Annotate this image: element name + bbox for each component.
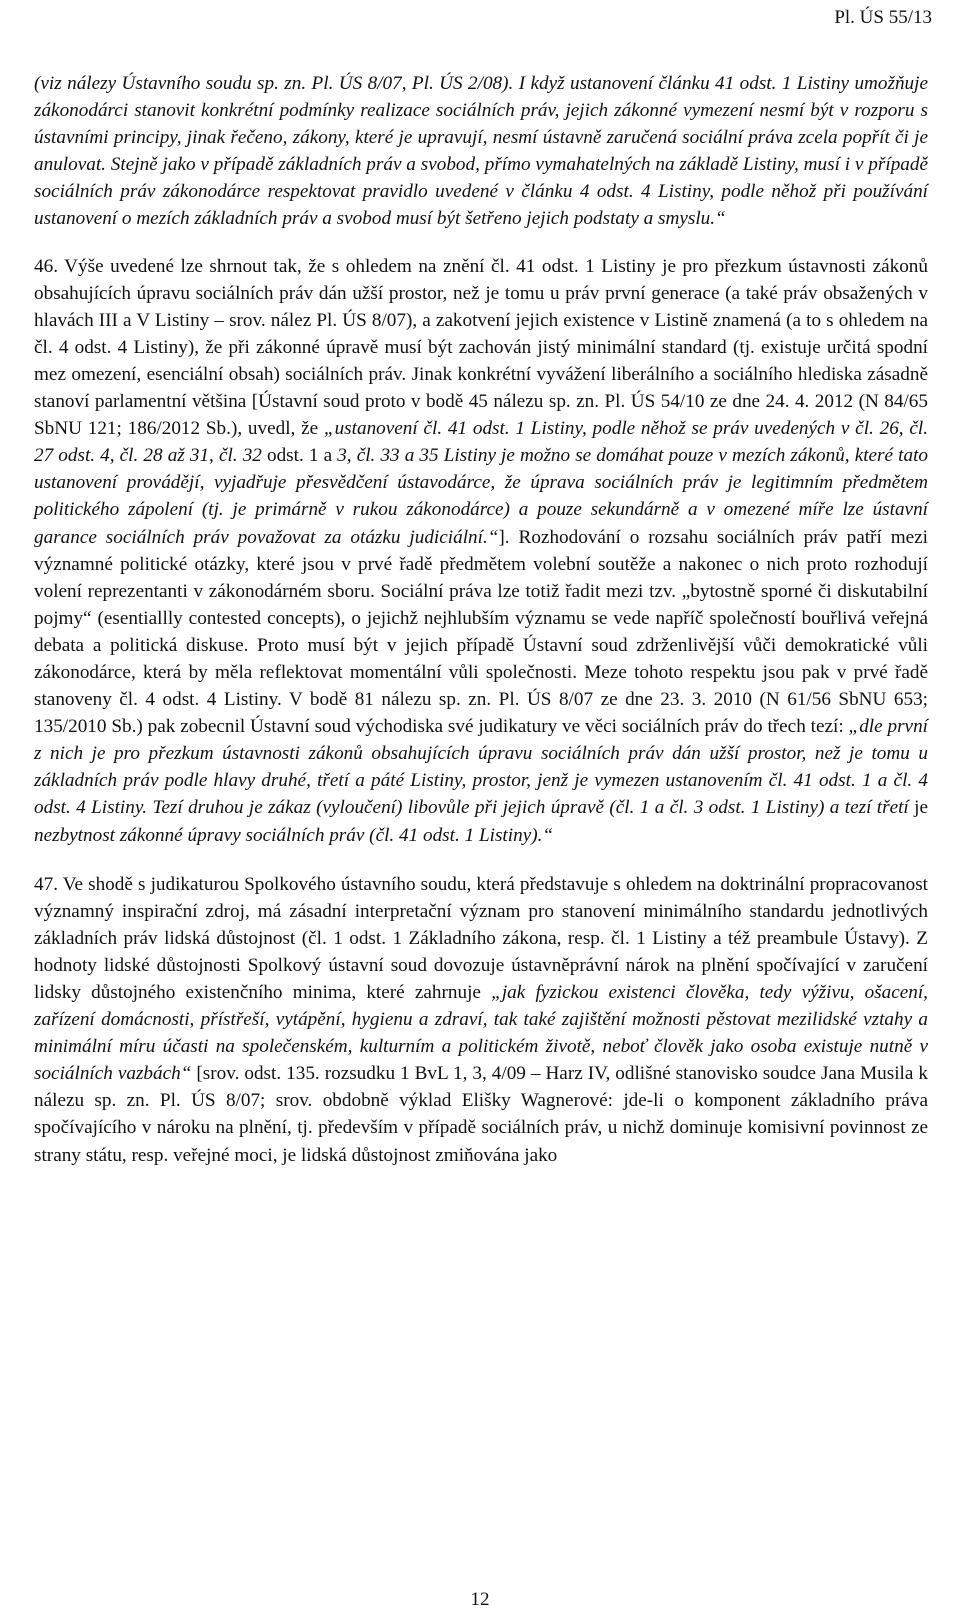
quoted-text: „ustanovení čl. 41 odst. 1 Listiny, podle něhož se práv uvedených v čl. 26, čl. 27 odst. 4, čl. 28 až 31, čl. 32 <box>34 418 928 467</box>
paragraph-47 <box>34 871 928 1169</box>
body-text: je <box>908 797 928 819</box>
body-text: [srov. odst. 135. rozsudku 1 BvL 1, 3, 4/09 – Harz IV, odlišné stanovisko soudce Jana Musila k nálezu sp. zn. Pl. ÚS 8/07; srov. obdobně výklad Elišky Wagnerové: jde-li o komponent základního práva spočívajícího v nároku na plnění, tj. především v případě sociálních práv, u nichž dominuje komisivní povinnost ze strany státu, resp. veřejné moci, je lidská důstojnost zmiňována jako <box>34 1063 928 1166</box>
quoted-text: nezbytnost zákonné úpravy sociálních práv (čl. 41 odst. 1 Listiny).“ <box>34 824 554 846</box>
paragraph-46 <box>34 253 928 849</box>
quoted-text: (viz nálezy Ústavního soudu sp. zn. Pl. ÚS 8/07, Pl. ÚS 2/08). I když ustanovení článku 41 odst. 1 Listiny umožňuje zákonodárci stanovit konkrétní podmínky realizace sociálních práv, jejich zákonné vymezení nesmí být v rozporu s ústavními principy, jinak řečeno, zákony, které je upravují, nesmí ústavně zaručená sociální práva zcela popřít či je anulovat. <box>34 73 928 176</box>
document-body <box>34 70 928 1169</box>
quoted-text: Stejně jako v případě základních práv a svobod, přímo vymahatelných na základě Listiny, musí i v případě sociálních práv zákonodárce respektovat pravidlo uvedené v článku 4 odst. 4 Listiny, podle něhož při používání ustanovení o mezích základních práv a svobod musí být šetřeno jejich podstaty a smyslu.“ <box>34 154 928 230</box>
quoted-text: 3, čl. 33 a 35 Listiny je možno se domáhat pouze v mezích zákonů, které tato ustanovení provádějí, vyjadřuje přesvědčení ústavodárce, že úprava sociálních práv je legitimním předmětem politického zápolení (tj. je primárně v rukou zákonodárce) a pouze sekundárně a v omezené míře lze ústavní garance sociálních práv považovat za otázku judiciální.“ <box>34 445 928 548</box>
body-text: odst. 1 a <box>261 445 338 467</box>
paragraph-continuation <box>34 70 928 233</box>
page-header-reference: Pl. ÚS 55/13 <box>834 7 932 28</box>
body-text: ]. Rozhodování o rozsahu sociálních práv patří mezi významné politické otázky, které jsou v prvé řadě předmětem volební soutěže a nakonec o nich proto rozhodují volení reprezentanti v zákonodárném sboru. Sociální práva lze totiž řadit mezi tzv. „bytostně sporné či diskutabilní pojmy“ (esentiallly contested concepts), o jejichž nejhlubším významu se vede napříč společností bouřlivá veřejná debata a politická diskuse. Proto musí být v jejich případě Ústavní soud zdrženlivější vůči demokratické vůli zákonodárce, která by měla reflektovat momentální vůli společnosti. Meze tohoto respektu jsou pak v prvé řadě stanoveny čl. 4 odst. 4 Listiny. V bodě 81 nálezu sp. zn. Pl. ÚS 8/07 ze dne 23. 3. 2010 (N 61/56 SbNU 653; 135/2010 Sb.) pak zobecnil Ústavní soud východiska své judikatury ve věci sociálních práv do třech tezí: <box>34 526 928 738</box>
page-number: 12 <box>470 1589 490 1610</box>
body-text: 46. Výše uvedené lze shrnout tak, že s ohledem na znění čl. 41 odst. 1 Listiny je pro přezkum ústavnosti zákonů obsahujících úpravu sociálních práv dán užší prostor, než je tomu u práv první generace (a také práv obsažených v hlavách III a V Listiny – srov. nález Pl. ÚS 8/07), a zakotvení jejich existence v Listině znamená (a to s ohledem na čl. 4 odst. 4 Listiny), že při zákonné úpravě musí být zachován jistý minimální standard (tj. existuje určitá spodní mez omezení, esenciální obsah) sociálních práv. Jinak konkrétní vyvážení liberálního a sociálního hlediska zásadně stanoví parlamentní většina [Ústavní soud proto v bodě 45 nálezu sp. zn. Pl. ÚS 54/10 ze dne 24. 4. 2012 (N 84/65 SbNU 121; 186/2012 Sb.), uvedl, že <box>34 255 928 440</box>
quoted-text: „jak fyzickou existenci člověka, tedy výživu, ošacení, zařízení domácnosti, přístřeší, vytápění, hygienu a zdraví, tak také zajištění možnosti pěstovat mezilidské vztahy a minimální míru účasti na společenském, kulturním a politickém životě, neboť člověk jako osoba existuje nutně v sociálních vazbách“ <box>34 982 928 1085</box>
quoted-text: „dle první z nich je pro přezkum ústavnosti zákonů obsahujících úpravu sociálních práv dán užší prostor, než je tomu u základních práv podle hlavy druhé, třetí a páté Listiny, prostor, jenž je vymezen ustanovením čl. 41 odst. 1 a čl. 4 odst. 4 Listiny. Tezí druhou je zákaz (vyloučení) libovůle při jejich úpravě (čl. 1 a čl. 3 odst. 1 Listiny) a tezí třetí <box>34 716 928 819</box>
body-text: 47. Ve shodě s judikaturou Spolkového ústavního soudu, která představuje s ohledem na doktrinální propracovanost významný inspirační zdroj, má zásadní interpretační význam pro stanovení minimálního standardu jednotlivých základních práv lidská důstojnost (čl. 1 odst. 1 Základního zákona, resp. čl. 1 Listiny a též preambule Ústavy). Z hodnoty lidské důstojnosti Spolkový ústavní soud dovozuje ústavněprávní nárok na plnění spočívající v zaručení lidsky důstojného existenčního minima, které zahrnuje <box>34 873 928 1003</box>
